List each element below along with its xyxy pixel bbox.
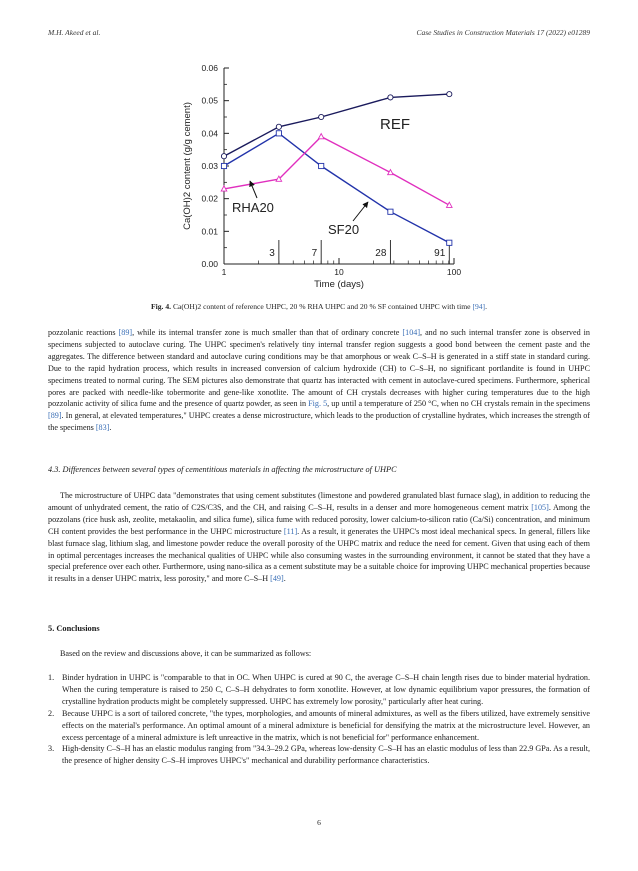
- age-marker-label: 91: [434, 248, 446, 259]
- y-tick-label: 0.05: [201, 95, 218, 106]
- text-run: pozzolanic reactions: [48, 328, 119, 337]
- y-axis-title: Ca(OH)2 content (g/g cement): [182, 102, 193, 230]
- paragraph-pozzolanic: [48, 327, 590, 434]
- chart-axes: [182, 63, 461, 290]
- data-point-sf20: [319, 163, 324, 168]
- y-tick-label: 0.02: [201, 193, 218, 204]
- figure-link[interactable]: Fig. 5: [308, 399, 328, 409]
- section-heading-conclusions: 5. Conclusions: [48, 624, 100, 633]
- text-run: , and no such internal transfer zone is observed in specimens subjected to autoclave curing. The UHPC specimen's relatively tiny internal transfer region suggests a good bond between the cement paste and the aggregates. The difference between standard and autoclave curing conditions may be that amorphous or weak C–S–H is generated in a stiff state in standard curing. Due to the rapid hydration process, which results in increased conversion of calcium hydroxide (CH) to C–S–H, no significant portlandite is found in UHPC specimens treated to normal curing. The SEM pictures also demonstrate that quartz has interacted with cement in autoclave-cured specimens. Furthermore, spherical pores are packed with needle-like tobermorite and gene-like xonotlite. The amount of CH crystals decreases with higher curing temperatures due to the high pozzolanic activity of silica fume and the presence of quartz powder, as seen in: [48, 328, 590, 409]
- list-text: Binder hydration in UHPC is "comparable to that in OC. When UHPC is cured at 90 C, the average C–S–H chain length rises due to binder material hydration. When the curing temperature is raised to 250 C, C–S–H dehydrates to form xonotlite. However, at low dynamic equilibrium vapor pressures, the formation of crystalline hydration products might be completely suppressed. UHPC has extremely low porosity," particularly after heat curing.: [62, 673, 590, 706]
- list-text: Because UHPC is a sort of tailored concrete, "the types, morphologies, and amounts of mineral admixtures, as well as the fibers utilized, have extremely sensitive effects on the material's performance. An optimal amount of a mineral admixture is beneficial for densifying the matrix at the microstructure level. However, an excess percentage of a mineral admixture is left unreactive in the matrix, which is not beneficial for" performance enhancement.: [62, 708, 590, 742]
- series-line-ref: [224, 94, 449, 156]
- data-point-rha20: [318, 134, 324, 139]
- x-tick-label: 100: [446, 267, 462, 277]
- paragraph-summary-intro: [48, 648, 590, 660]
- list-number: 1.: [48, 673, 55, 682]
- sf20-arrow: [353, 202, 368, 221]
- conclusions-list: [48, 672, 590, 767]
- y-tick-label: 0.01: [201, 226, 218, 237]
- citation-link[interactable]: [89]: [48, 411, 62, 421]
- x-tick-label: 10: [334, 267, 344, 277]
- age-marker-label: 3: [269, 248, 275, 259]
- rha20-annotation: RHA20: [232, 200, 274, 215]
- header-authors: M.H. Akeed et al.: [48, 28, 101, 37]
- text-run: The microstructure of UHPC data "demonstrates that using cement substitutes (limestone and powdered granulated blast furnace slag), in addition to reducing the amount of unhydrated cement, the ratio of C2S/C3S, and the CH, and raising C–S–H, results in a denser and more homogeneous cement matrix: [48, 491, 590, 512]
- caption-text: Ca(OH)2 content of reference UHPC, 20 % RHA UHPC and 20 % SF contained UHPC with time: [172, 302, 471, 311]
- citation-link[interactable]: [11]: [283, 526, 298, 536]
- citation-link[interactable]: [89]: [118, 328, 133, 337]
- data-point-sf20: [276, 131, 281, 136]
- data-point-ref: [447, 92, 452, 97]
- citation-link[interactable]: [105]: [531, 502, 549, 512]
- list-item: [48, 708, 590, 744]
- caption-label: Fig. 4.: [150, 302, 172, 311]
- age-marker-label: 28: [375, 248, 387, 259]
- citation-link[interactable]: [83]: [95, 423, 110, 433]
- data-point-ref: [221, 154, 226, 159]
- list-text: High-density C–S–H has an elastic modulus ranging from "34.3–29.2 GPa, whereas low-density C–S–H has an elastic modulus of less than 22.9 GPa. As a result, the presence of higher density C–S–H improves UHPC's" mechanical and durability performance characteristics.: [62, 744, 590, 766]
- caption-ref-link[interactable]: [94]: [472, 302, 486, 311]
- data-point-sf20: [447, 240, 452, 245]
- figure-4-chart: [170, 52, 470, 296]
- list-item: [48, 672, 590, 708]
- summary-intro-text: Based on the review and discussions above, it can be summarized as follows:: [60, 649, 312, 658]
- text-run: .: [283, 574, 286, 584]
- data-point-ref: [388, 95, 393, 100]
- ref-annotation: REF: [380, 116, 410, 133]
- list-number: 3.: [48, 744, 55, 754]
- text-run: . Among the pozzolans (rice husk ash, zeolite, metakaolin, and silica fume), silica fume with reduced porosity, lower calcium-to-silicon ratio (Ca/Si) concentration, and minimum CH content provides the best performance in the UHPC microstructure: [48, 502, 590, 536]
- series-line-rha20: [224, 137, 449, 206]
- text-run: , while its internal transfer zone is much smaller than that of ordinary concrete: [132, 328, 403, 337]
- text-run: . In general, at elevated temperatures," UHPC creates a dense microstructure, which leads to the production of crystalline hydrates, which increases the strength of the specimens: [48, 411, 590, 433]
- header-journal: Case Studies in Construction Materials 17 (2022) e01289: [416, 28, 590, 37]
- x-axis-title: Time (days): [314, 279, 364, 290]
- y-tick-label: 0.06: [201, 63, 218, 73]
- list-item: [48, 743, 590, 767]
- section-heading-4-3: 4.3. Differences between several types of cementitious materials in affecting the microstructure of UHPC: [48, 465, 397, 474]
- citation-link[interactable]: [49]: [270, 574, 284, 584]
- page-number: 6: [317, 818, 321, 827]
- y-tick-label: 0.03: [201, 161, 218, 171]
- text-run: . As a result, it generates the UHPC's most ideal mechanical specs. In general, fillers like blast furnace slag, lithium slag, and limestone powder reduce the overall porosity of the UHPC matrix and reduce the need for cement. Given that using each of them in optimal percentages increases the mechanical qualities of UHPC while also consuming wastes in the surrounding environment, it cannot be stated that they have a special preference over each other. Furthermore, using nano-silica as a cement substitute may be a suitable choice for improving UHPC mechanical properties because it results in a denser UHPC matrix, less porosity," and more C–S–H: [48, 526, 590, 584]
- data-point-sf20: [388, 209, 393, 214]
- data-point-sf20: [221, 163, 226, 168]
- list-number: 2.: [48, 708, 55, 718]
- data-point-ref: [319, 114, 324, 119]
- x-tick-label: 1: [221, 267, 227, 277]
- text-run: .: [109, 423, 112, 433]
- y-tick-label: 0.00: [201, 259, 218, 269]
- text-run: , up until a temperature of 250 °C, when no CH crystals remain in the specimens: [327, 399, 591, 409]
- figure-caption: Fig. 4. Ca(OH)2 content of reference UHPC, 20 % RHA UHPC and 20 % SF contained UHPC with time [94].: [150, 302, 487, 311]
- citation-link[interactable]: [104]: [402, 328, 421, 337]
- paragraph-cementitious: [48, 490, 590, 585]
- age-marker-label: 7: [311, 248, 318, 259]
- running-header: [48, 28, 590, 42]
- y-tick-label: 0.04: [201, 128, 218, 139]
- data-point-ref: [276, 124, 281, 129]
- sf20-annotation: SF20: [328, 222, 360, 237]
